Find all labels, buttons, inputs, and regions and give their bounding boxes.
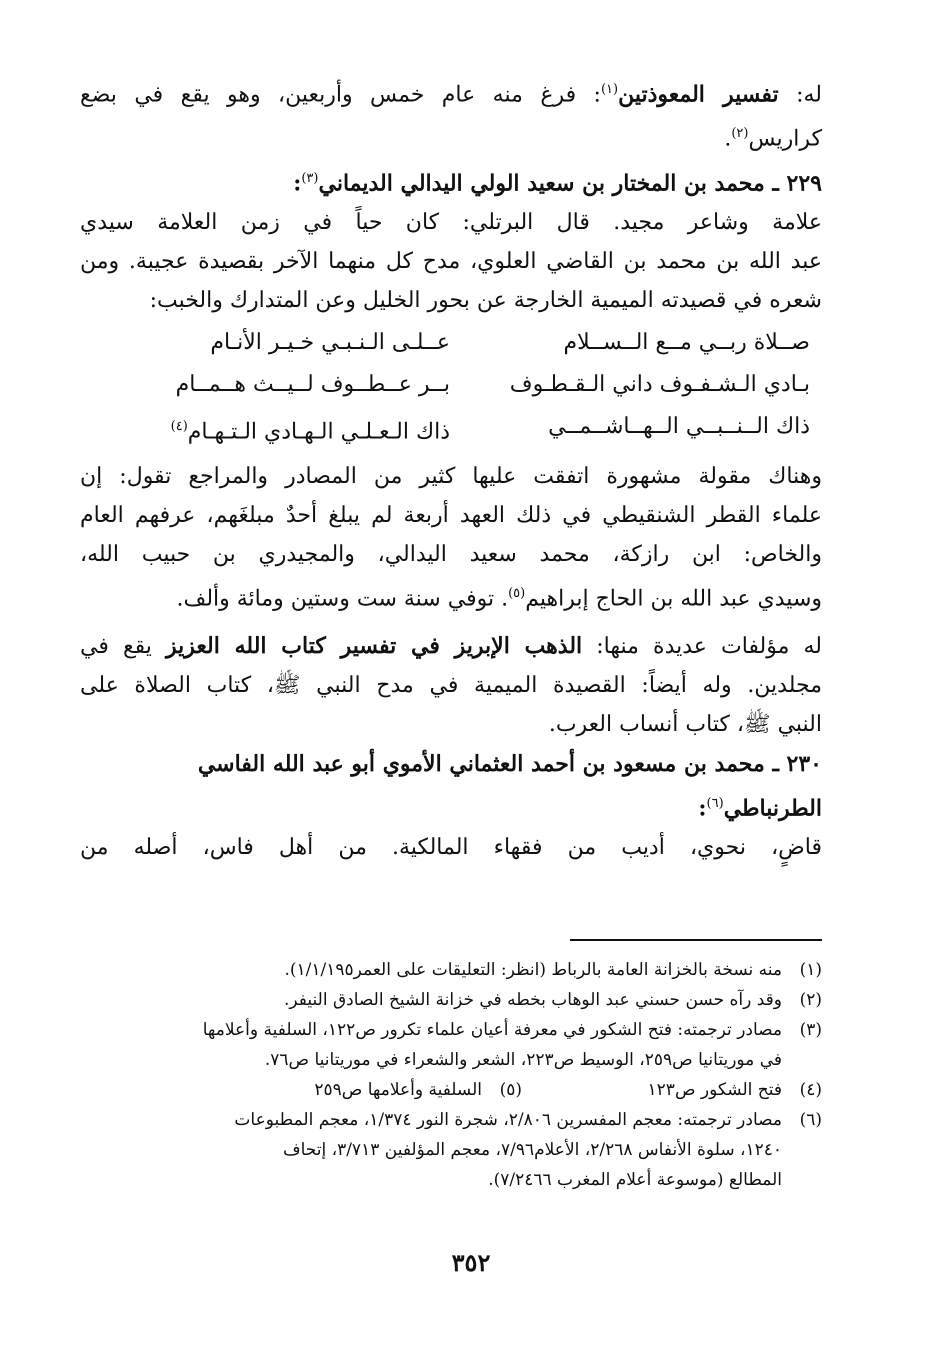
- paragraph-line: [80, 70, 822, 114]
- poem-verse: [80, 406, 822, 453]
- footnote-item: [80, 985, 822, 1015]
- text-span: : فرغ منه عام خمس وأربعين، وهو يقع في بضع: [80, 82, 601, 108]
- footnote-number: (٤): [799, 1080, 822, 1100]
- paragraph-line: علامة وشاعر مجيد. قال البرتلي: كان حياً في زمن العلامة سيدي: [80, 209, 822, 235]
- paragraph-line: [80, 627, 822, 666]
- book-title: الذهب الإبريز في تفسير كتاب الله العزيز: [166, 632, 583, 659]
- text-span: يقع في: [80, 633, 167, 659]
- entry-title: ٢٣٠ ـ محمد بن مسعود بن أحمد العثماني الأموي أبو عبد الله الفاسي: [197, 750, 822, 777]
- poem-verse: [80, 322, 822, 364]
- footnote-separator: [570, 939, 822, 941]
- footnote-text: فتح الشكور ص١٢٣: [647, 1080, 782, 1100]
- footnote-text: وقد رآه حسن حسني عبد الوهاب بخطه في خزانة الشيخ الصادق النيفر.: [284, 990, 782, 1010]
- text-span: ذاك الـعـلـي الـهـادي الـتـهـام: [187, 419, 450, 445]
- entry-heading-230: [80, 744, 822, 828]
- verse-second-hemistich: [110, 406, 450, 453]
- footnote-text: منه نسخة بالخزانة العامة بالرباط (انظر: التعليقات على العمر١/١/١٩٥).: [284, 960, 782, 980]
- paragraph-line: مجلدين. وله أيضاً: القصيدة الميمية في مدح النبي ﷺ، كتاب الصلاة على: [80, 672, 822, 698]
- spacer: [80, 619, 822, 627]
- verse-second-hemistich: بــر عــطــوف لــيــث هــمــام: [175, 371, 450, 397]
- text-span: . توفي سنة ست وستين ومائة وألف.: [176, 586, 509, 612]
- book-title: تفسير المعوذتين: [618, 81, 779, 108]
- paragraph-line: والخاص: ابن رازكة، محمد سعيد اليدالي، والمجيدري بن حبيب الله،: [80, 542, 822, 568]
- paragraph-line: عبد الله بن محمد بن القاضي العلوي، مدح كل منهما الآخر بقصيدة عجيبة. ومن: [80, 248, 822, 274]
- footnote-number: (٢): [799, 990, 822, 1010]
- verse-second-hemistich: عــلـى الـنـبـي خـيـر الأنـام: [210, 329, 450, 355]
- footnote-number: (٥): [499, 1080, 522, 1100]
- footnote-number: (٣): [799, 1020, 822, 1040]
- footnote-text: مصادر ترجمته: معجم المفسرين ٢/٨٠٦، شجرة النور ١/٣٧٤، معجم المطبوعات: [234, 1110, 782, 1130]
- text-span: الطرنباطي: [723, 794, 822, 821]
- footnote-ref[interactable]: (٥): [508, 586, 526, 602]
- poem-verse: [80, 364, 822, 406]
- footnotes: [80, 955, 822, 1195]
- footnote-number: (١): [799, 960, 822, 980]
- footnote-text: السلفية وأعلامها ص٢٥٩: [314, 1080, 482, 1100]
- footnote-pair: [80, 1075, 822, 1105]
- paragraph-line: وهناك مقولة مشهورة اتفقت عليها كثير من المصادر والمراجع تقول: إن: [80, 464, 822, 490]
- paragraph-line: [80, 574, 822, 618]
- paragraph-line: علماء القطر الشنقيطي في ذلك العهد أربعة لم يبلغ أحدٌ مبلغَهم، عرفهم العام: [80, 503, 822, 529]
- text-span: له مؤلفات عديدة منها:: [582, 633, 822, 659]
- footnote-ref[interactable]: (٦): [706, 795, 724, 811]
- footnote-ref[interactable]: (٢): [731, 126, 749, 142]
- footnote-item: [80, 1015, 822, 1045]
- text-span: :: [293, 169, 302, 196]
- footnote-text-continued: في موريتانيا ص٢٥٩، الوسيط ص٢٢٣، الشعر والشعراء في موريتانيا ص٧٦.: [264, 1050, 782, 1070]
- verse-first-hemistich: صــلاة ربــي مــع الــســلام: [563, 329, 810, 355]
- footnote-item: [222, 1075, 522, 1105]
- footnote-ref[interactable]: (٤): [170, 418, 188, 434]
- footnote-number: (٦): [799, 1110, 822, 1130]
- entry-title: ٢٢٩ ـ محمد بن المختار بن سعيد الولي اليدالي الديماني: [318, 169, 822, 196]
- text-span: .: [724, 126, 732, 152]
- text-span: :: [698, 794, 707, 821]
- entry-heading-229: [80, 159, 822, 203]
- verse-first-hemistich: بـادي الـشـفـوف داني الـقـطـوف: [509, 371, 810, 397]
- footnote-item: [80, 955, 822, 985]
- text-span: كراريس: [748, 126, 822, 152]
- footnote-item: [80, 1105, 822, 1135]
- text-span: وسيدي عبد الله بن الحاج إبراهيم: [525, 586, 822, 612]
- page-number: ٣٥٢: [451, 1248, 491, 1277]
- footnote-ref[interactable]: (١): [600, 82, 619, 97]
- footnote-text: مصادر ترجمته: فتح الشكور في معرفة أعيان علماء تكرور ص١٢٢، السلفية وأعلامها: [202, 1020, 782, 1040]
- footnote-text-continued: المطالع (موسوعة أعلام المغرب ٧/٢٤٦٦).: [488, 1170, 782, 1190]
- entry-title-continued: [80, 784, 822, 828]
- paragraph-line: النبي ﷺ، كتاب أنساب العرب.: [548, 711, 822, 737]
- paragraph-line: [80, 114, 822, 158]
- poem: [80, 322, 822, 453]
- paragraph-line: قاضٍ، نحوي، أديب من فقهاء المالكية. من أهل فاس، أصله من: [80, 834, 822, 860]
- verse-first-hemistich: ذاك الــنــبــي الــهــاشــمــي: [548, 413, 810, 439]
- text-span: له:: [778, 82, 822, 108]
- footnote-item: [522, 1075, 822, 1105]
- paragraph-line: شعره في قصيدته الميمية الخارجة عن بحور الخليل وعن المتدارك والخبب:: [149, 287, 822, 313]
- footnote-text-continued: ١٢٤٠، سلوة الأنفاس ٢/٢٦٨، الأعلام٧/٩٦، معجم المؤلفين ٣/٧١٣، إتحاف: [282, 1140, 782, 1160]
- footnote-ref[interactable]: (٣): [301, 170, 319, 186]
